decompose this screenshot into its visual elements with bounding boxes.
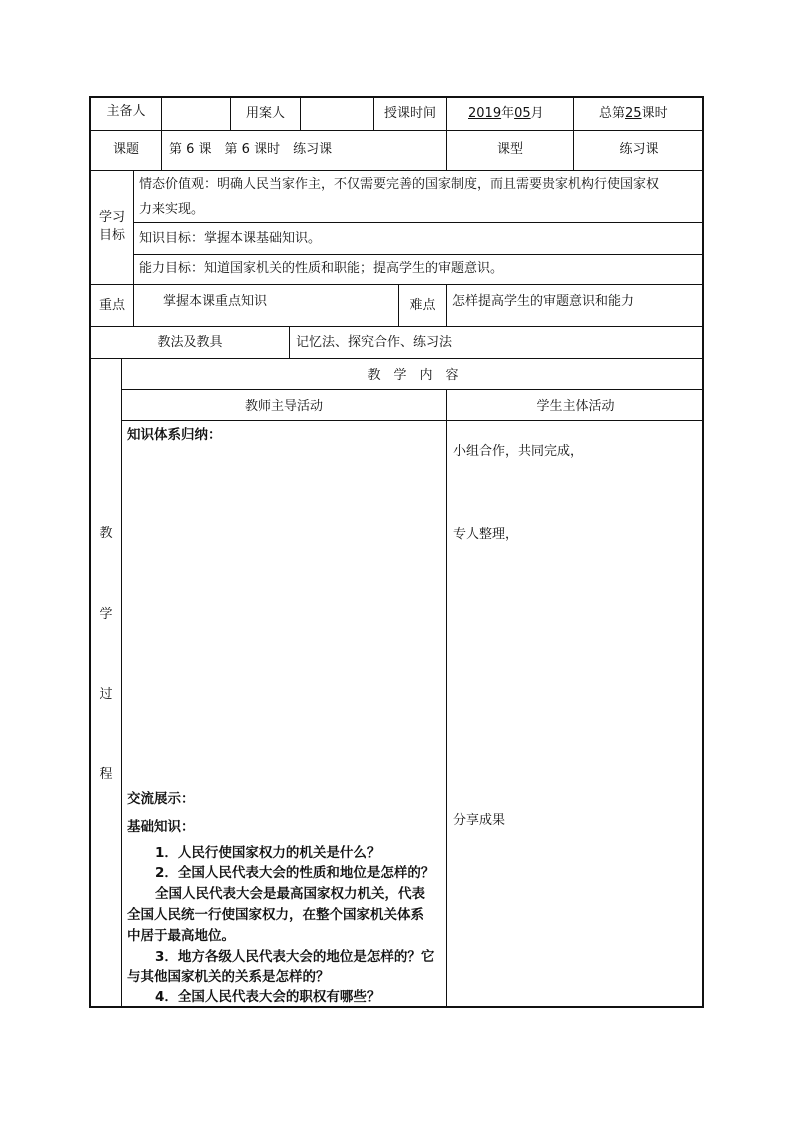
total-prefix: 总第: [599, 106, 626, 121]
lesson-suffix: 课时: [641, 106, 668, 121]
col-divider: [446, 284, 447, 326]
col-divider: [446, 389, 447, 1008]
student-activity-3: 分享成果: [453, 813, 506, 828]
ability-objective: 能力目标：知道国家机关的性质和职能；提高学生的审题意识。: [139, 261, 504, 276]
difficult-point-value: 怎样提高学生的审题意识和能力: [452, 294, 635, 309]
emotion-objective-line-2: 力来实现。: [139, 202, 205, 217]
question-3-line-1: 3．地方各级人民代表大会的地位是怎样的？它: [155, 949, 435, 965]
method-value: 记忆法、探究合作、练习法: [296, 335, 453, 350]
difficult-point-label: 难点: [409, 298, 436, 313]
preparer-label: 主备人: [106, 104, 146, 119]
process-label-char: 学: [99, 607, 113, 622]
key-point-label: 重点: [98, 298, 125, 313]
row-divider: [89, 170, 704, 171]
process-label-char: 教: [99, 526, 113, 541]
year-unit: 年: [501, 106, 515, 121]
student-activity-1: 小组合作，共同完成，: [453, 444, 584, 459]
objectives-label-1: 学习: [98, 210, 125, 225]
total-lesson-count: [599, 105, 668, 123]
question-3-line-2: 与其他国家机关的关系是怎样的？: [127, 969, 330, 985]
month-unit: 月: [530, 106, 544, 121]
row-divider: [89, 358, 704, 359]
teacher-activity-header: 教师主导活动: [244, 399, 323, 414]
process-label-char: 程: [99, 767, 113, 782]
row-divider: [89, 284, 704, 285]
col-divider: [133, 284, 134, 326]
lesson-date: [468, 105, 544, 123]
emotion-objective-line-1: 情态价值观：明确人民当家作主，不仅需要完善的国家制度，而且需要贵家机构行使国家权: [139, 177, 660, 192]
time-label: 授课时间: [383, 106, 436, 121]
year-value: 2019: [468, 106, 502, 121]
topic-value: 第 6 课 第 6 课时 练习课: [169, 142, 333, 157]
objectives-label-2: 目标: [98, 228, 125, 243]
row-divider: [89, 130, 704, 131]
answer-2-line-1: 全国人民代表大会是最高国家权力机关，代表: [155, 886, 425, 902]
col-divider: [121, 358, 122, 1008]
key-point-value: 掌握本课重点知识: [163, 294, 268, 309]
row-divider: [133, 254, 704, 255]
answer-2-line-3: 中居于最高地位。: [127, 928, 235, 944]
method-label: 教法及教具: [157, 335, 223, 350]
knowledge-summary-heading: 知识体系归纳：: [127, 427, 222, 443]
row-divider: [133, 222, 704, 223]
col-divider: [133, 170, 134, 284]
row-divider: [89, 326, 704, 327]
type-value: 练习课: [619, 142, 659, 157]
student-activity-header: 学生主体活动: [536, 399, 615, 414]
question-1: 1．人民行使国家权力的机关是什么？: [155, 845, 381, 861]
lesson-number: 25: [625, 106, 642, 121]
teaching-content-header: 教 学 内 容: [367, 368, 459, 383]
exchange-heading: 交流展示：: [127, 791, 195, 807]
row-divider: [121, 420, 704, 421]
col-divider: [300, 96, 301, 130]
col-divider: [289, 326, 290, 358]
type-label: 课型: [496, 142, 523, 157]
knowledge-objective: 知识目标：掌握本课基础知识。: [139, 231, 322, 246]
topic-label: 课题: [112, 142, 139, 157]
basic-knowledge-heading: 基础知识：: [127, 819, 195, 835]
col-divider: [161, 96, 162, 130]
row-divider: [121, 389, 704, 390]
user-label: 用案人: [245, 106, 285, 121]
col-divider: [161, 130, 162, 170]
question-4: 4．全国人民代表大会的职权有哪些？: [155, 989, 381, 1005]
month-value: 05: [514, 106, 531, 121]
process-label-char: 过: [99, 687, 113, 702]
student-activity-2: 专人整理，: [453, 527, 519, 542]
answer-2-line-2: 全国人民统一行使国家权力，在整个国家机关体系: [127, 907, 424, 923]
question-2: 2．全国人民代表大会的性质和地位是怎样的？: [155, 865, 435, 881]
